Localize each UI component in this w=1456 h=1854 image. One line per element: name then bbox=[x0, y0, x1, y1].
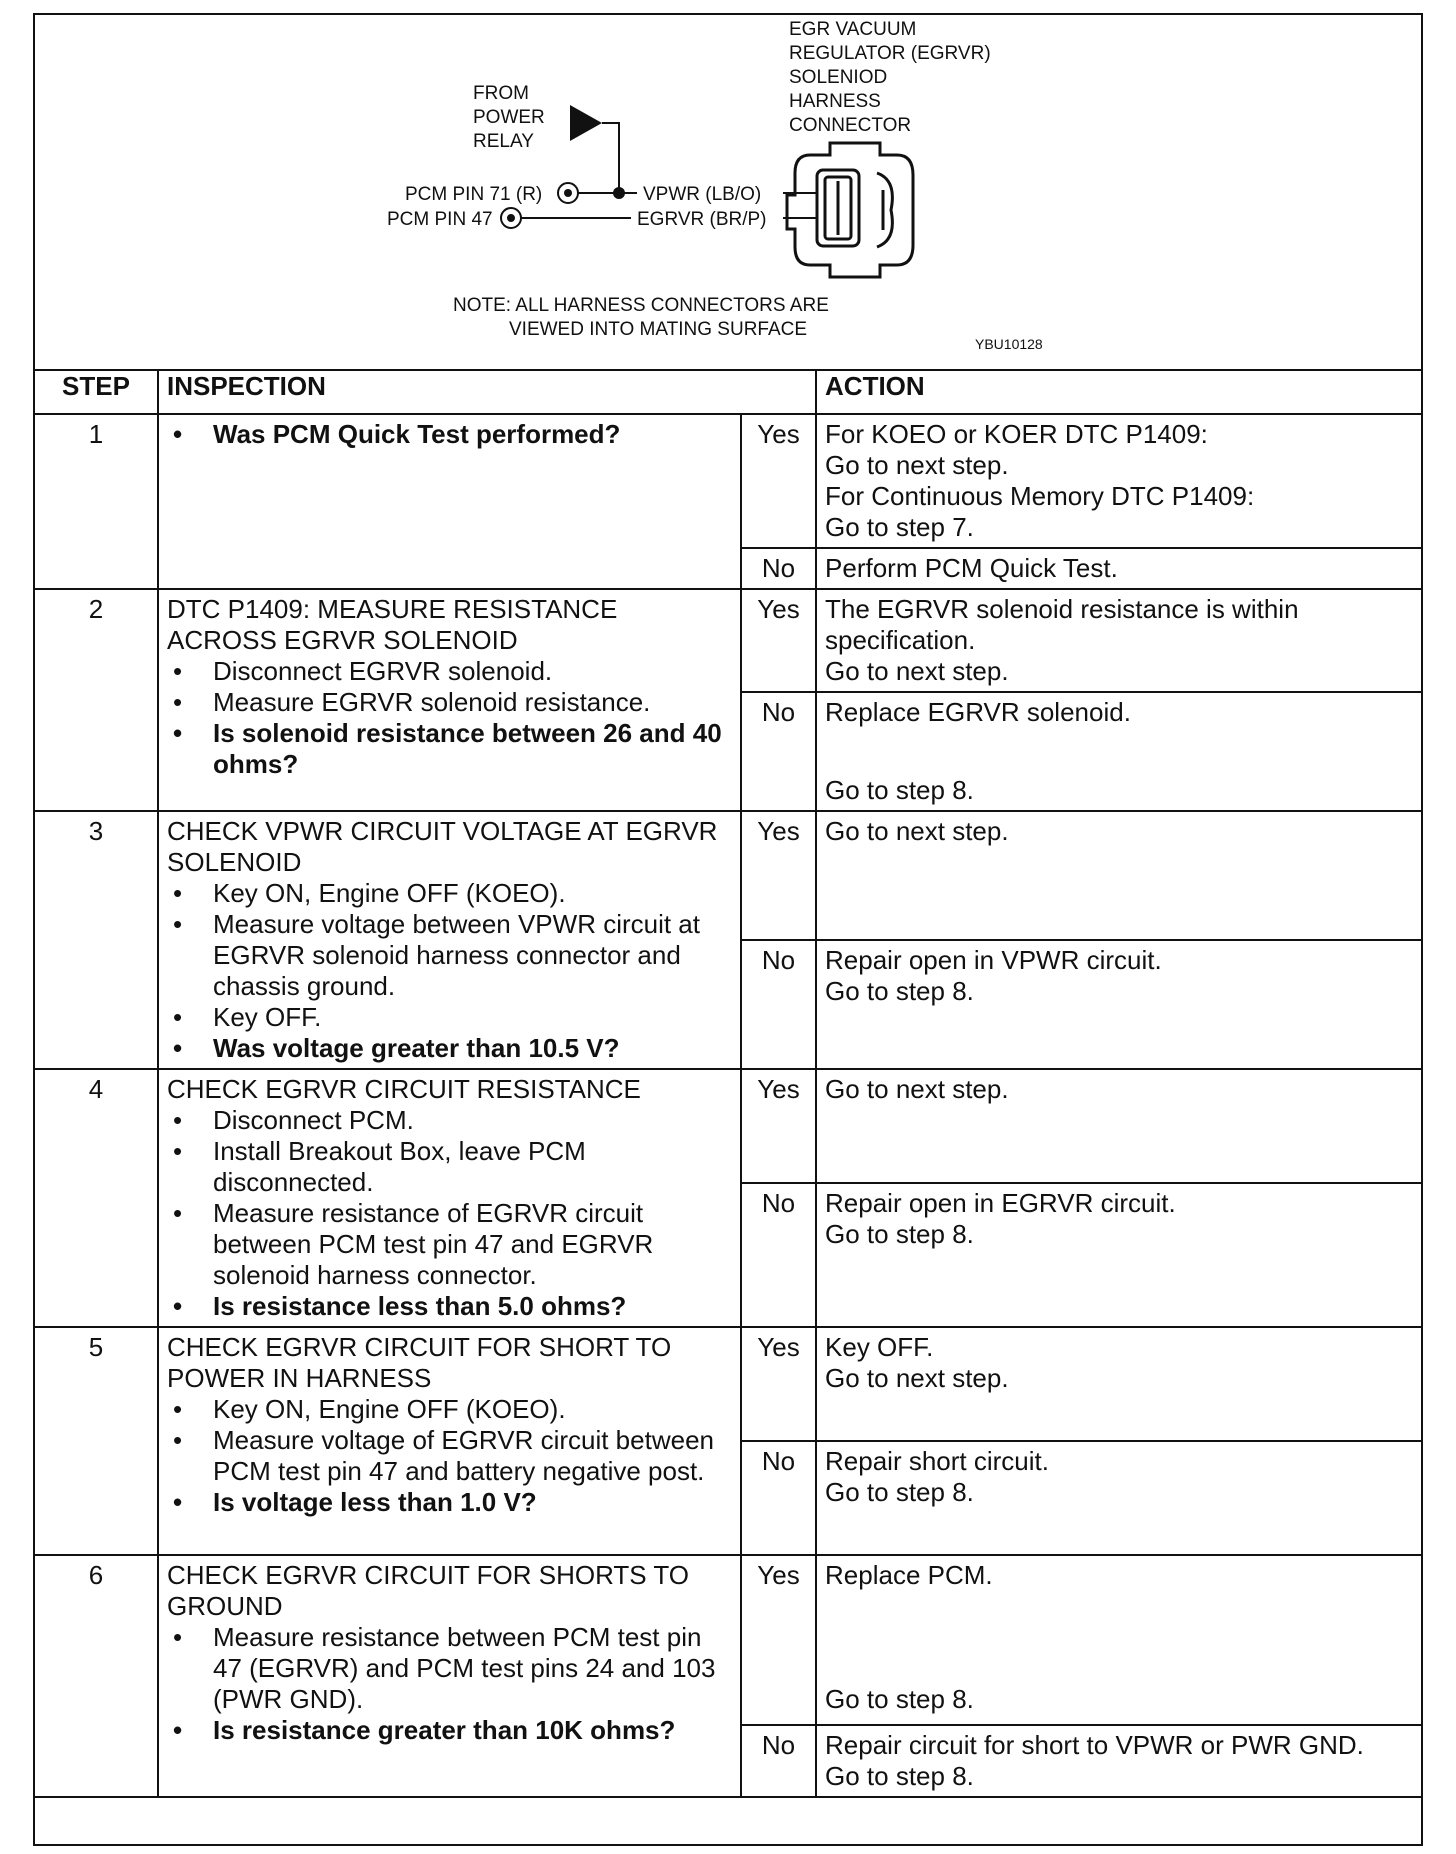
inspection-question: • Is voltage less than 1.0 V? bbox=[167, 1487, 732, 1518]
yes-label: Yes bbox=[741, 414, 816, 548]
no-label: No bbox=[741, 692, 816, 811]
inspection-bullet: • Measure EGRVR solenoid resistance. bbox=[167, 687, 732, 718]
no-action bbox=[816, 1725, 1421, 1797]
yes-label: Yes bbox=[741, 1555, 816, 1725]
inspection-question: • Is solenoid resistance between 26 and 40 ohms? bbox=[167, 718, 732, 780]
action-line: Go to next step. bbox=[825, 1363, 1009, 1393]
action-line: Go to next step. bbox=[825, 816, 1009, 846]
inspection-bullet: • Key ON, Engine OFF (KOEO). bbox=[167, 878, 732, 909]
action-line: Go to step 8. bbox=[825, 1761, 974, 1791]
no-action bbox=[816, 548, 1421, 589]
action-line: Go to step 8. bbox=[825, 1219, 974, 1249]
note-line: NOTE: ALL HARNESS CONNECTORS ARE bbox=[453, 295, 829, 316]
action-line: Go to step 7. bbox=[825, 512, 974, 542]
no-label: No bbox=[741, 1183, 816, 1327]
from-label-line: RELAY bbox=[473, 131, 534, 152]
action-line: Go to next step. bbox=[825, 450, 1009, 480]
yes-action bbox=[816, 1327, 1421, 1441]
action-line: Go to step 8. bbox=[825, 775, 974, 805]
wiring-diagram-svg bbox=[35, 15, 1421, 369]
inspection-bullet: • Measure voltage between VPWR circuit at EGRVR solenoid harness connector and chassis ground. bbox=[167, 909, 732, 1002]
inspection-question: • Is resistance greater than 10K ohms? bbox=[167, 1715, 732, 1746]
power-relay-arrow-icon bbox=[570, 105, 602, 141]
table-row bbox=[35, 1555, 1421, 1725]
inspection-heading: DTC P1409: MEASURE RESISTANCE ACROSS EGRVR SOLENOID bbox=[167, 594, 618, 655]
inspection-bullet: • Install Breakout Box, leave PCM disconnected. bbox=[167, 1136, 732, 1198]
inspection-bullet: • Measure resistance of EGRVR circuit between PCM test pin 47 and EGRVR solenoid harness connector. bbox=[167, 1198, 732, 1291]
inspection-bullet: • Disconnect PCM. bbox=[167, 1105, 732, 1136]
step-number: 6 bbox=[35, 1555, 158, 1797]
step-number: 3 bbox=[35, 811, 158, 1069]
no-label: No bbox=[741, 940, 816, 1069]
header-step: STEP bbox=[35, 369, 158, 414]
action-line: Repair circuit for short to VPWR or PWR GND. bbox=[825, 1730, 1364, 1760]
inspection-cell bbox=[158, 1555, 741, 1797]
no-action bbox=[816, 940, 1421, 1069]
inspection-bullet: • Measure resistance between PCM test pin 47 (EGRVR) and PCM test pins 24 and 103 (PWR GND). bbox=[167, 1622, 732, 1715]
action-line: Go to next step. bbox=[825, 1074, 1009, 1104]
inspection-heading: CHECK VPWR CIRCUIT VOLTAGE AT EGRVR SOLENOID bbox=[167, 816, 718, 877]
pin-47-label: PCM PIN 47 bbox=[387, 209, 493, 230]
no-label: No bbox=[741, 1441, 816, 1555]
action-line: For KOEO or KOER DTC P1409: bbox=[825, 419, 1208, 449]
table-header-row bbox=[35, 369, 1421, 414]
action-line: Perform PCM Quick Test. bbox=[825, 553, 1118, 583]
procedure-sheet bbox=[33, 13, 1423, 1846]
table-row bbox=[35, 414, 1421, 548]
table-row bbox=[35, 1069, 1421, 1183]
yes-label: Yes bbox=[741, 1327, 816, 1441]
table-row bbox=[35, 1327, 1421, 1441]
inspection-heading: CHECK EGRVR CIRCUIT RESISTANCE bbox=[167, 1074, 641, 1104]
inspection-bullet: • Measure voltage of EGRVR circuit between PCM test pin 47 and battery negative post. bbox=[167, 1425, 732, 1487]
inspection-bullet: • Disconnect EGRVR solenoid. bbox=[167, 656, 732, 687]
egrvr-label: EGRVR (BR/P) bbox=[637, 209, 767, 230]
inspection-question: • Was voltage greater than 10.5 V? bbox=[167, 1033, 732, 1064]
no-action bbox=[816, 1441, 1421, 1555]
action-line: The EGRVR solenoid resistance is within specification. bbox=[825, 594, 1299, 655]
vpwr-label: VPWR (LB/O) bbox=[643, 184, 762, 205]
header-inspection: INSPECTION bbox=[158, 369, 816, 414]
no-action bbox=[816, 1183, 1421, 1327]
action-line: Replace EGRVR solenoid. bbox=[825, 697, 1131, 727]
step-number: 2 bbox=[35, 589, 158, 811]
diagnostic-table bbox=[35, 369, 1421, 1798]
inspection-heading: CHECK EGRVR CIRCUIT FOR SHORTS TO GROUND bbox=[167, 1560, 690, 1621]
step-number: 1 bbox=[35, 414, 158, 589]
yes-label: Yes bbox=[741, 811, 816, 940]
no-label: No bbox=[741, 548, 816, 589]
connector-label-line: EGR VACUUM bbox=[789, 19, 917, 40]
action-line: Repair open in VPWR circuit. bbox=[825, 945, 1162, 975]
yes-action bbox=[816, 589, 1421, 692]
figure-id: YBU10128 bbox=[975, 336, 1043, 352]
action-line: Go to next step. bbox=[825, 656, 1009, 686]
yes-action bbox=[816, 414, 1421, 548]
relay-wire bbox=[602, 123, 619, 193]
action-line: For Continuous Memory DTC P1409: bbox=[825, 481, 1255, 511]
action-line: Go to step 8. bbox=[825, 1477, 974, 1507]
inspection-heading: CHECK EGRVR CIRCUIT FOR SHORT TO POWER IN HARNESS bbox=[167, 1332, 672, 1393]
solenoid-connector-icon bbox=[787, 143, 913, 277]
connector-label-line: HARNESS bbox=[789, 91, 881, 112]
connector-label-line: REGULATOR (EGRVR) bbox=[789, 43, 991, 64]
table-row bbox=[35, 589, 1421, 692]
inspection-cell bbox=[158, 414, 741, 589]
no-label: No bbox=[741, 1725, 816, 1797]
no-action bbox=[816, 692, 1421, 811]
yes-label: Yes bbox=[741, 1069, 816, 1183]
action-line: Repair short circuit. bbox=[825, 1446, 1049, 1476]
yes-label: Yes bbox=[741, 589, 816, 692]
inspection-question: • Is resistance less than 5.0 ohms? bbox=[167, 1291, 732, 1322]
connector-label-line: SOLENIOD bbox=[789, 67, 888, 88]
action-line: Replace PCM. bbox=[825, 1560, 993, 1590]
inspection-bullet: • Key OFF. bbox=[167, 1002, 732, 1033]
inspection-cell bbox=[158, 589, 741, 811]
inspection-cell bbox=[158, 1069, 741, 1327]
header-action: ACTION bbox=[816, 369, 1421, 414]
action-line: Go to step 8. bbox=[825, 976, 974, 1006]
pin-71-label: PCM PIN 71 (R) bbox=[405, 184, 543, 205]
wiring-diagram bbox=[35, 15, 1421, 371]
yes-action bbox=[816, 1069, 1421, 1183]
inspection-bullet: • Key ON, Engine OFF (KOEO). bbox=[167, 1394, 732, 1425]
step-number: 4 bbox=[35, 1069, 158, 1327]
step-number: 5 bbox=[35, 1327, 158, 1555]
connector-label-line: CONNECTOR bbox=[789, 115, 912, 136]
note-line: VIEWED INTO MATING SURFACE bbox=[509, 319, 808, 340]
action-line: Go to step 8. bbox=[825, 1684, 974, 1714]
inspection-question: • Was PCM Quick Test performed? bbox=[167, 419, 732, 450]
table-row bbox=[35, 811, 1421, 940]
inspection-cell bbox=[158, 811, 741, 1069]
from-label-line: POWER bbox=[473, 107, 545, 128]
inspection-cell bbox=[158, 1327, 741, 1555]
from-label-line: FROM bbox=[473, 83, 529, 104]
yes-action bbox=[816, 811, 1421, 940]
yes-action bbox=[816, 1555, 1421, 1725]
action-line: Repair open in EGRVR circuit. bbox=[825, 1188, 1176, 1218]
action-line: Key OFF. bbox=[825, 1332, 934, 1362]
